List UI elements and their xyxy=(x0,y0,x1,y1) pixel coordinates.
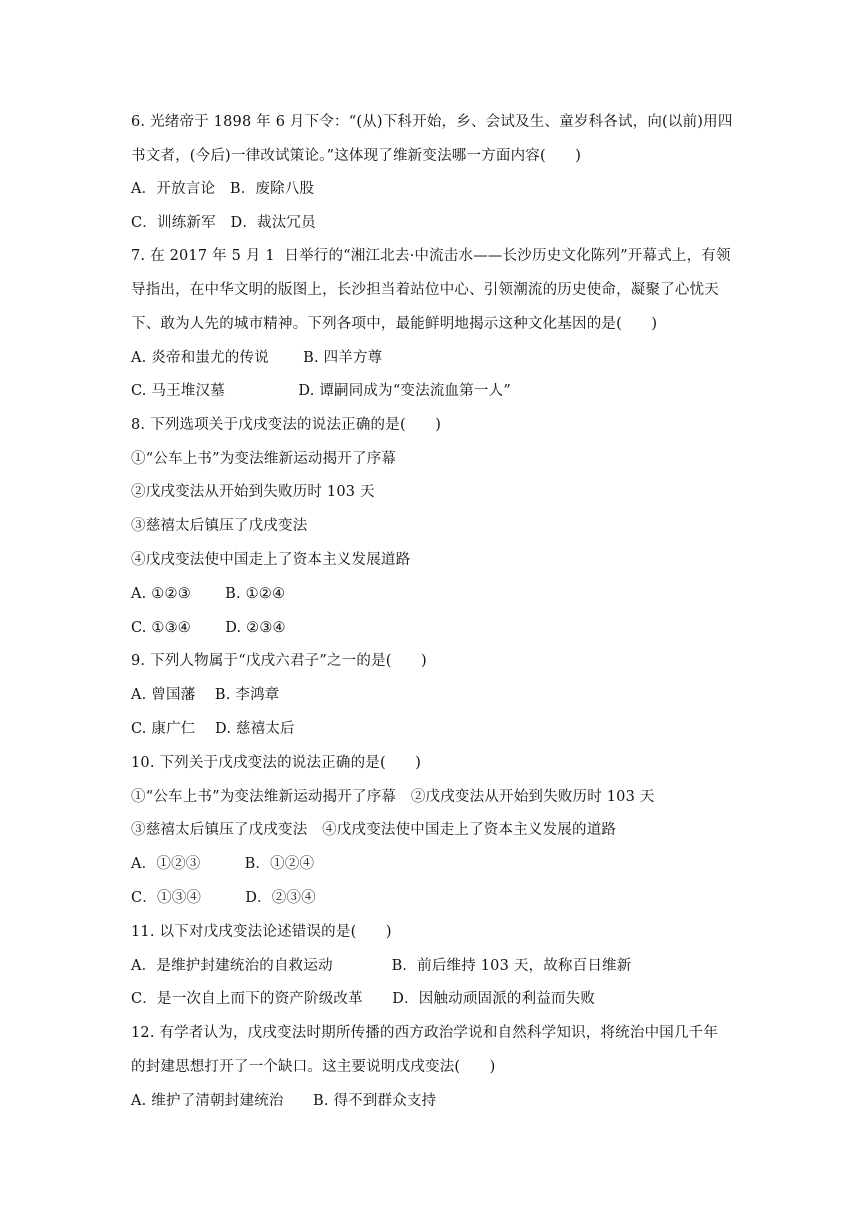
question-12-options-ab: A. 维护了清朝封建统治 B. 得不到群众支持 xyxy=(131,1093,437,1109)
question-7-options-cd: C. 马王堆汉墓 D. 谭嗣同成为“变法流血第一人” xyxy=(131,383,511,399)
question-8-options-cd: C. ①③④ D. ②③④ xyxy=(131,620,286,636)
question-8-statement-2: ②戊戌变法从开始到失败历时 103 天 xyxy=(131,484,375,500)
question-number: 6. xyxy=(131,114,146,130)
question-10-options-ab: A．①②③ B．①②④ xyxy=(131,856,315,872)
question-10-statements-3-4: ③慈禧太后镇压了戊戌变法 ④戊戌变法使中国走上了资本主义发展的道路 xyxy=(131,822,617,838)
question-7-stem-line-2: 导指出，在中华文明的版图上，长沙担当着站位中心、引领潮流的历史使命，凝聚了心忧天 xyxy=(131,282,719,298)
question-11-options-ab: A．是维护封建统治的自救运动 B．前后维持 103 天，故称百日维新 xyxy=(131,958,632,974)
question-11-stem-line-1: 11. 以下对戊戌变法论述错误的是( ) xyxy=(131,924,392,940)
question-number: 9. xyxy=(131,653,146,669)
question-number: 11. xyxy=(131,924,155,940)
question-9-options-ab: A. 曾国藩 B. 李鸿章 xyxy=(131,687,280,703)
question-number: 12. xyxy=(131,1025,155,1041)
question-8-stem-line-1: 8. 下列选项关于戊戌变法的说法正确的是( ) xyxy=(131,417,442,433)
question-9-stem-line-1: 9. 下列人物属于“戊戌六君子”之一的是( ) xyxy=(131,653,427,669)
question-number: 7. xyxy=(131,248,146,264)
question-6-stem-line-2: 书文者，(今后)一律改试策论。”这体现了维新变法哪一方面内容( ) xyxy=(131,148,582,164)
question-8-statement-3: ③慈禧太后镇压了戊戌变法 xyxy=(131,518,308,534)
question-10-stem-line-1: 10. 下列关于戊戌变法的说法正确的是( ) xyxy=(131,755,422,771)
question-9-options-cd: C. 康广仁 D. 慈禧太后 xyxy=(131,721,295,737)
question-7-options-ab: A. 炎帝和蚩尤的传说 B. 四羊方尊 xyxy=(131,350,383,366)
question-6-options-cd: C．训练新军 D．裁汰冗员 xyxy=(131,215,316,231)
question-6-stem-line-1: 6. 光绪帝于 1898 年 6 月下令：“(从)下科开始，乡、会试及生、童岁科各试，向(以前)用四 xyxy=(131,114,733,130)
question-number: 10. xyxy=(131,755,155,771)
question-12-stem-line-1: 12. 有学者认为，戊戌变法时期所传播的西方政治学说和自然科学知识，将统治中国几千年 xyxy=(131,1025,719,1041)
question-6-options-ab: A．开放言论 B．废除八股 xyxy=(131,181,315,197)
question-11-options-cd: C．是一次自上而下的资产阶级改革 D．因触动顽固派的利益而失败 xyxy=(131,991,596,1007)
question-7-stem-line-3: 下、敢为人先的城市精神。下列各项中，最能鲜明地揭示这种文化基因的是( ) xyxy=(131,316,658,332)
question-7-stem-line-1: 7. 在 2017 年 5 月 1 日举行的“湘江北去·中流击水——长沙历史文化陈列”开幕式上，有领 xyxy=(131,248,731,264)
question-8-options-ab: A. ①②③ B. ①②④ xyxy=(131,586,286,602)
question-8-statement-4: ④戊戌变法使中国走上了资本主义发展道路 xyxy=(131,552,411,568)
question-number: 8. xyxy=(131,417,146,433)
question-8-statement-1: ①“公车上书”为变法维新运动揭开了序幕 xyxy=(131,451,397,467)
question-10-statements-1-2: ①“公车上书”为变法维新运动揭开了序幕 ②戊戌变法从开始到失败历时 103 天 xyxy=(131,789,655,805)
question-10-options-cd: C．①③④ D．②③④ xyxy=(131,890,316,906)
question-12-stem-line-2: 的封建思想打开了一个缺口。这主要说明戊戌变法( ) xyxy=(131,1059,496,1075)
